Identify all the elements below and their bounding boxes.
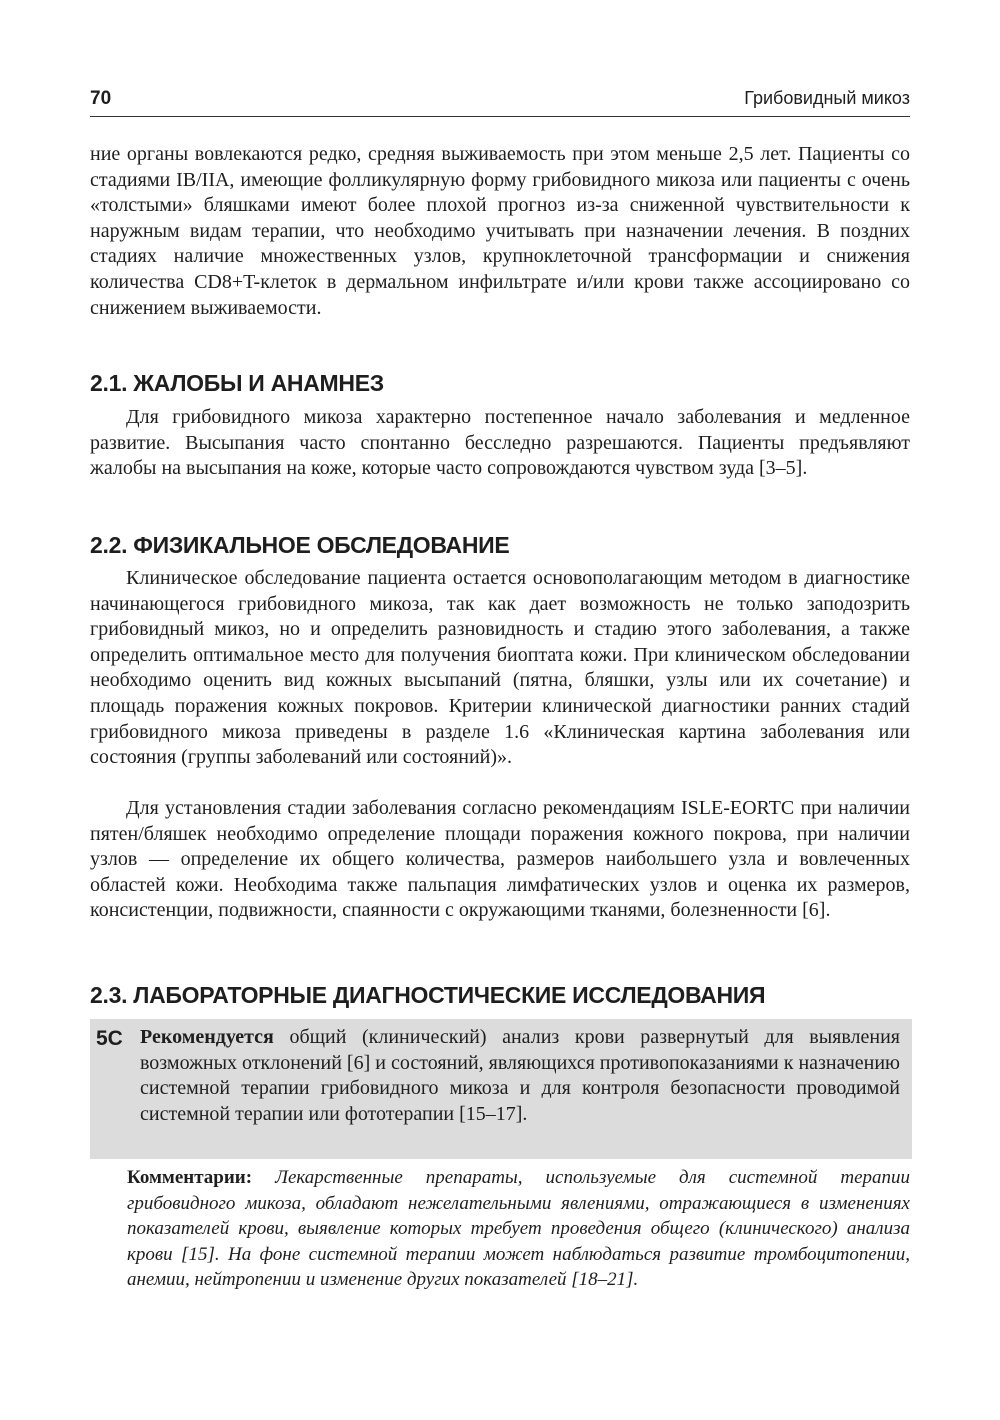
heading-physical-exam: 2.2. ФИЗИКАЛЬНОЕ ОБСЛЕДОВАНИЕ	[90, 532, 510, 558]
heading-complaints-anamnesis: 2.1. ЖАЛОБЫ И АНАМНЕЗ	[90, 370, 384, 396]
comment-paragraph	[127, 1165, 910, 1293]
physical-exam-paragraph-2: Для установления стадии заболевания согласно рекомендациям ISLE-EORTC при наличии пятен/бляшек необходимо определение площади поражения кожного покрова, при наличии узлов — определение их общего количества, размеров наибольшего узла и вовлеченных областей кожи. Необходима также пальпация лимфатических узлов и оценка их размеров, консистенции, подвижности, спаянности с окружающими тканями, болезненности [6].	[90, 797, 910, 922]
physical-exam-paragraph-1: Клиническое обследование пациента остается основополагающим методом в диагностике начинающегося грибовидного микоза, так как дает возможность не только заподозрить грибовидный микоз, но и определить разновидность и стадию этого заболевания, а также определить оптимальное место для получения биоптата кожи. При клиническом обследовании необходимо оценить вид кожных высыпаний (пятна, бляшки, узлы или их сочетание) и площадь поражения кожных покровов. Критерии клинической диагностики ранних стадий грибовидного микоза приведены в разделе 1.6 «Клиническая картина заболевания или состояния (группы заболеваний или состояний)».	[90, 567, 910, 769]
comment-body: Лекарственные препараты, используемые для системной терапии грибовидного микоза, обладают нежелательными явлениями, отражающиеся в изменениях показателей крови, выявление которых требует проведения общего (клинического) анализа крови [15]. На фоне системной терапии может наблюдаться развитие тромбоцитопении, анемии, нейтропении и изменение других показателей [18–21].	[127, 1167, 910, 1291]
recommendation-body: общий (клинический) анализ крови развернутый для выявления возможных отклонений [6] и состояний, являющихся противопоказаниями к назначению системной терапии грибовидного микоза и для контроля безопасности проводимой системной терапии или фототерапии [15–17].	[140, 1026, 900, 1125]
page-header	[90, 86, 910, 117]
recommendation-text	[140, 1025, 900, 1127]
complaints-paragraph: Для грибовидного микоза характерно постепенное начало заболевания и медленное развитие. Высыпания часто спонтанно бесследно разрешаются. Пациенты предъявляют жалобы на высыпания на коже, которые часто сопровождаются чувством зуда [3–5].	[90, 406, 910, 480]
comment-lead: Комментарии:	[127, 1167, 253, 1188]
page-number: 70	[90, 88, 112, 109]
heading-lab-diagnostics: 2.3. ЛАБОРАТОРНЫЕ ДИАГНОСТИЧЕСКИЕ ИССЛЕДОВАНИЯ	[90, 982, 766, 1008]
recommendation-box	[90, 1019, 912, 1159]
intro-paragraph: ние органы вовлекаются редко, средняя выживаемость при этом меньше 2,5 лет. Пациенты со стадиями IB/IIA, имеющие фолликулярную форму грибовидного микоза или пациенты с очень «толстыми» бляшками имеют более плохой прогноз из-за сниженной чувствительности к наружным видам терапии, что необходимо учитывать при назначении лечения. В поздних стадиях наличие множественных узлов, крупноклеточной трансформации и снижения количества CD8+T-клеток в дермальном инфильтрате и/или крови также ассоциировано со снижением выживаемости.	[90, 143, 910, 319]
running-title: Грибовидный микоз	[744, 88, 910, 108]
evidence-level-badge: 5C	[96, 1027, 123, 1050]
recommendation-lead: Рекомендуется	[140, 1026, 274, 1048]
